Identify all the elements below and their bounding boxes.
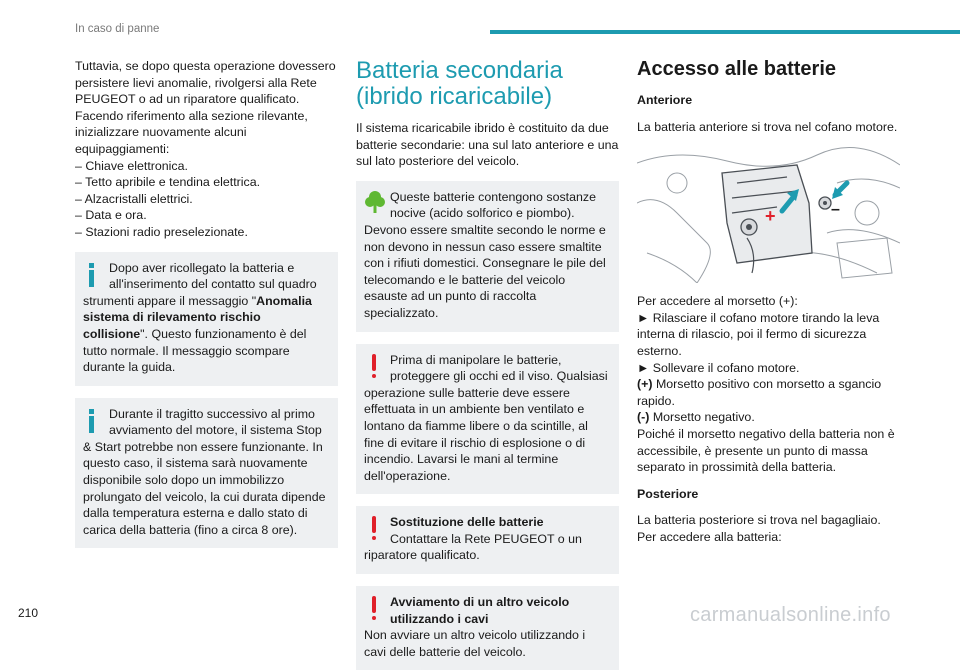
info-bold-text: Anomalia sistema di rilevamento rischio collisione	[83, 293, 312, 341]
paragraph: La batteria posteriore si trova nel bagagliaio.	[637, 513, 881, 528]
info-icon	[83, 406, 105, 434]
column-1	[75, 58, 338, 548]
environment-text: Queste batterie contengono sostanze nocive (acido solforico e piombo). Devono essere smaltite secondo le norme e non devono in nessun caso essere smaltite con i rifiuti domestici. Consegnare le pile del telecomando e le batterie del veicolo esauste ad un punto di raccolta specializzato.	[364, 189, 606, 320]
engine-battery-illustration	[637, 143, 900, 283]
info-box	[75, 252, 338, 386]
paragraph: Poiché il morsetto negativo della batteria non è accessibile, è presente un punto di massa separato in prossimità della batteria.	[637, 426, 895, 475]
list-item: – Chiave elettronica.	[75, 158, 188, 173]
watermark: carmanualsonline.info	[690, 604, 891, 626]
page-number: 210	[18, 606, 39, 620]
warning-icon	[364, 594, 386, 622]
warning-title: Avviamento di un altro veicolo utilizzando i cavi	[390, 595, 570, 626]
tree-icon	[364, 189, 386, 217]
running-header: In caso di panne	[75, 23, 160, 35]
info-box	[75, 398, 338, 549]
warning-box	[356, 586, 619, 670]
column-3	[637, 58, 900, 546]
info-text: Dopo aver ricollegato la batteria e all'inserimento del contatto sul quadro strumenti appare il messaggio "	[83, 260, 317, 308]
list-item: – Alzacristalli elettrici.	[75, 191, 193, 206]
paragraph	[637, 409, 900, 426]
list-item: – Tetto apribile e tendina elettrica.	[75, 175, 261, 190]
info-text: ". Questo funzionamento è del tutto normale. Il messaggio scompare durante la guida.	[83, 326, 307, 375]
term: (+)	[637, 377, 653, 392]
environment-box	[356, 181, 619, 332]
paragraph: Il sistema ricaricabile ibrido è costituito da due batterie secondarie: una sul lato anteriore e una sul lato posteriore del veicolo.	[356, 121, 619, 169]
paragraph: Per accedere alla batteria:	[637, 529, 782, 544]
subheading-front: Anteriore	[637, 93, 693, 107]
paragraph: ► Sollevare il cofano motore.	[637, 360, 800, 375]
minus-label: –	[831, 201, 840, 219]
subheading-rear: Posteriore	[637, 486, 699, 501]
warning-icon	[364, 352, 386, 380]
warning-text: Non avviare un altro veicolo utilizzando i cavi delle batterie del veicolo.	[364, 628, 586, 659]
definition: Morsetto negativo.	[649, 410, 755, 425]
term: (-)	[637, 410, 650, 425]
warning-box	[356, 344, 619, 495]
paragraph: Tuttavia, se dopo questa operazione dovessero persistere lievi anomalie, rivolgersi alla Rete PEUGEOT o ad un riparatore qualificato.	[75, 59, 336, 107]
definition: Morsetto positivo con morsetto a sgancio rapido.	[637, 377, 882, 408]
paragraph: Facendo riferimento alla sezione rilevante, inizializzare nuovamente alcuni equipaggiamenti:	[75, 108, 308, 156]
list-item: – Stazioni radio preselezionate.	[75, 224, 248, 239]
warning-text: Prima di manipolare le batterie, proteggere gli occhi ed il viso. Qualsiasi operazione sulle batterie deve essere effettuata in un ambiente ben ventilato e lontano da fiamme libere o da scintille, al fine di evitare il rischio di esplosione o di incendio. Lavarsi le mani al termine dell'operazione.	[364, 352, 608, 483]
info-icon	[83, 260, 105, 288]
info-text: Durante il tragitto successivo al primo avviamento del motore, il sistema Stop & Start potrebbe non essere funzionante. In questo caso, il sistema sarà nuovamente disponibile solo dopo un immobilizzo prolungato del veicolo, la cui durata dipende dalla temperatura esterna e dallo stato di carica della batteria (fino a circa 8 ore).	[83, 406, 326, 537]
warning-icon	[364, 514, 386, 542]
warning-text: Contattare la Rete PEUGEOT o un riparatore qualificato.	[364, 531, 582, 563]
section-title: Accesso alle batterie	[637, 58, 836, 80]
header-accent-bar	[490, 30, 960, 34]
section-title: Batteria secondaria (ibrido ricaricabile)	[356, 57, 563, 110]
warning-title: Sostituzione delle batterie	[390, 515, 544, 530]
plus-label: +	[765, 206, 776, 227]
paragraph: Per accedere al morsetto (+):	[637, 294, 798, 309]
paragraph	[637, 376, 900, 409]
paragraph: La batteria anteriore si trova nel cofano motore.	[637, 119, 898, 134]
column-2	[356, 58, 619, 670]
warning-box	[356, 506, 619, 574]
paragraph: ► Rilasciare il cofano motore tirando la leva interna di rilascio, poi il fermo di sicurezza esterno.	[637, 310, 880, 358]
list-item: – Data e ora.	[75, 208, 147, 223]
